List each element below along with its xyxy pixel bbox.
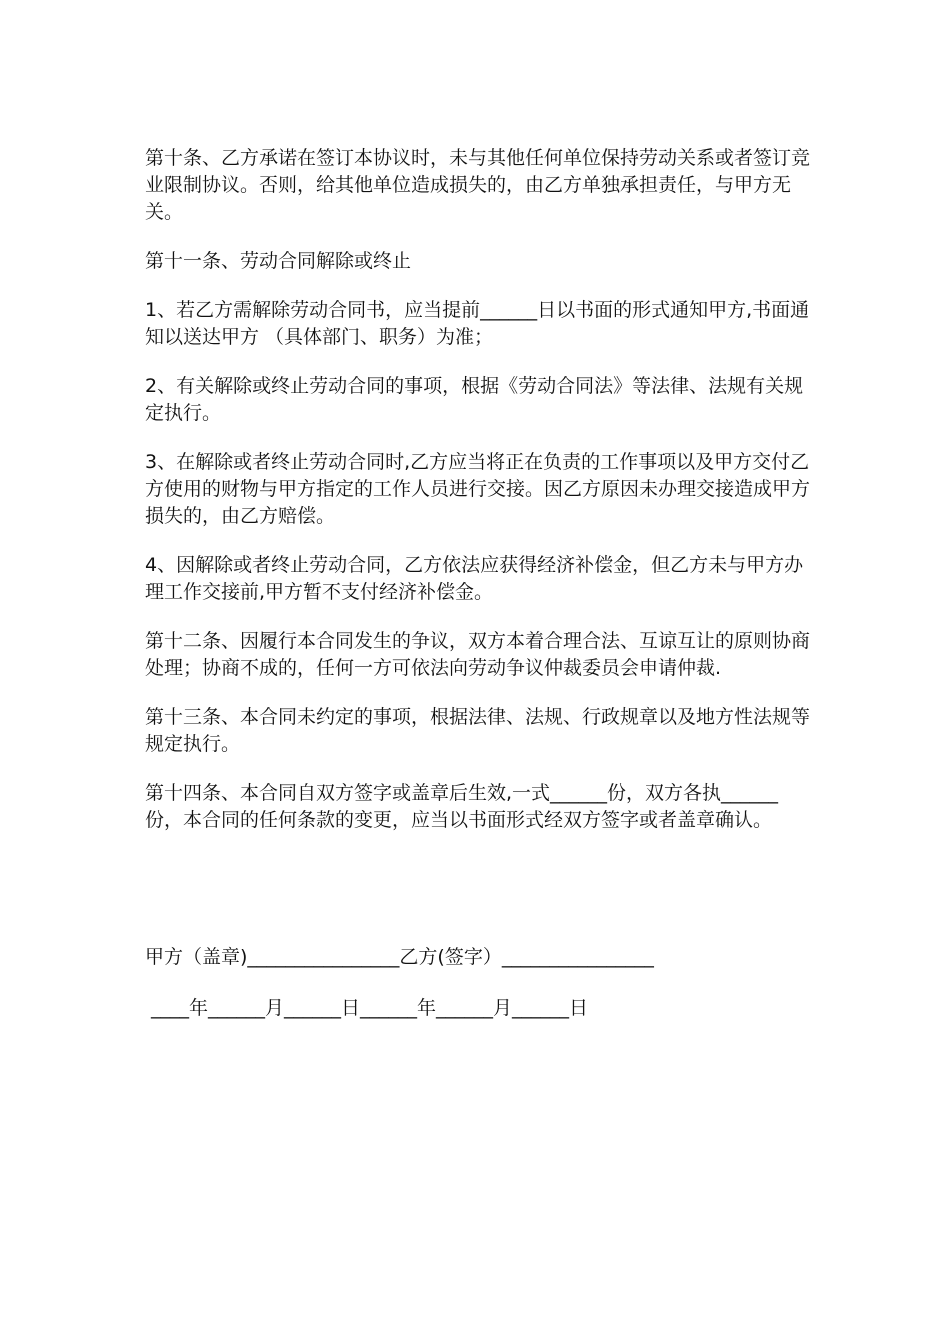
article-12-paragraph: 第十二条、因履行本合同发生的争议，双方本着合理合法、互谅互让的原则协商处理；协商不成的，任何一方可依法向劳动争议仲裁委员会申请仲裁. xyxy=(145,630,811,679)
article-11-clause-4: 4、因解除或者终止劳动合同，乙方依法应获得经济补偿金，但乙方未与甲方办理工作交接前,甲方暂不支付经济补偿金。 xyxy=(145,554,804,603)
article-11-clause-1: 1、若乙方需解除劳动合同书，应当提前______日以书面的形式通知甲方,书面通知以送达甲方 （具体部门、职务）为准； xyxy=(145,299,810,348)
article-10-paragraph: 第十条、乙方承诺在签订本协议时，未与其他任何单位保持劳动关系或者签订竞业限制协议。否则，给其他单位造成损失的，由乙方单独承担责任，与甲方无关。 xyxy=(145,147,811,223)
article-11-heading: 第十一条、劳动合同解除或终止 xyxy=(145,250,412,272)
signature-line: 甲方（盖章)________________乙方(签字）________________ xyxy=(145,946,654,968)
article-11-clause-2: 2、有关解除或终止劳动合同的事项，根据《劳动合同法》等法律、法规有关规定执行。 xyxy=(145,375,804,424)
article-14-paragraph: 第十四条、本合同自双方签字或盖章后生效,一式______份，双方各执______份，本合同的任何条款的变更，应当以书面形式经双方签字或者盖章确认。 xyxy=(145,782,779,831)
date-line: ____年______月______日______年______月______日 xyxy=(145,997,589,1019)
article-13-paragraph: 第十三条、本合同未约定的事项，根据法律、法规、行政规章以及地方性法规等规定执行。 xyxy=(145,706,811,755)
contract-body xyxy=(145,145,815,856)
article-11-clause-3: 3、在解除或者终止劳动合同时,乙方应当将正在负责的工作事项以及甲方交付乙方使用的财物与甲方指定的工作人员进行交接。因乙方原因未办理交接造成甲方损失的，由乙方赔偿。 xyxy=(145,451,811,527)
signature-block xyxy=(145,944,845,1041)
